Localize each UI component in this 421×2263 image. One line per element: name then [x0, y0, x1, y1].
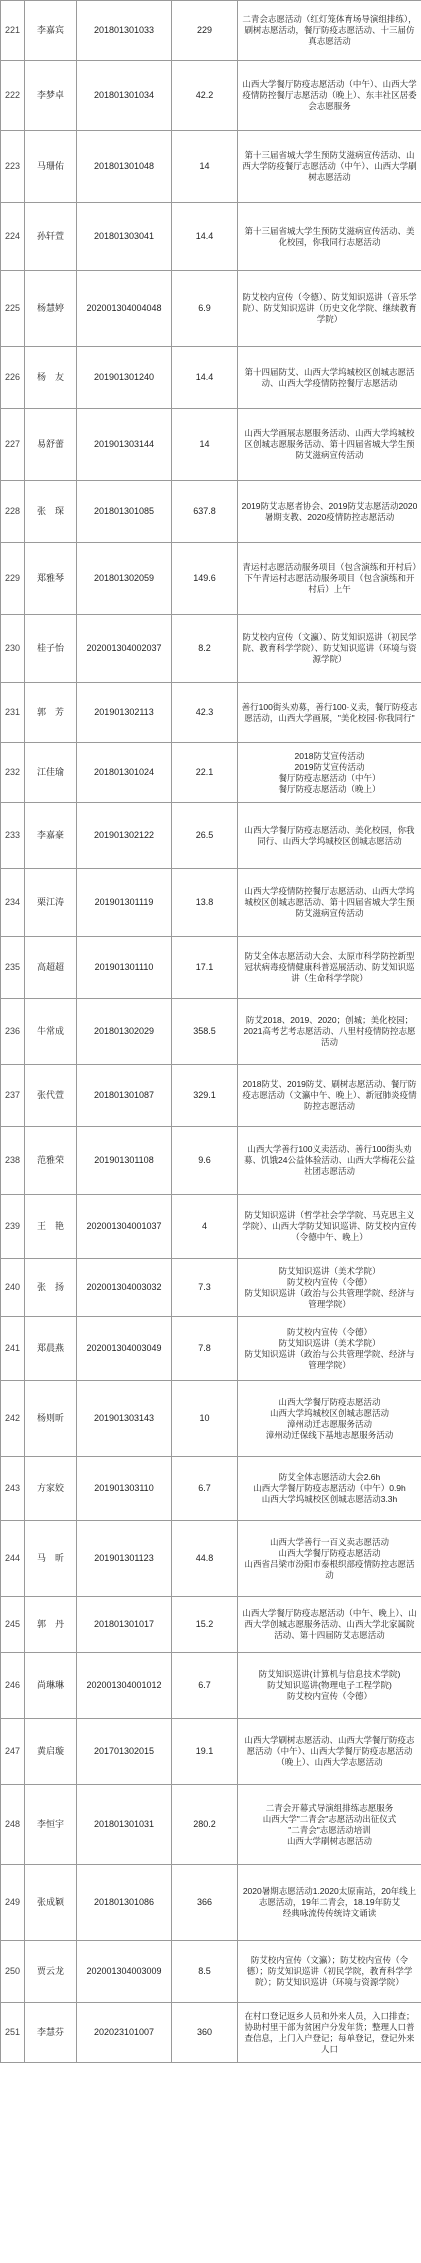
table-row — [1, 347, 421, 409]
student-name: 杨则昕 — [25, 1381, 77, 1457]
row-number: 233 — [1, 803, 25, 869]
table-row — [1, 615, 421, 683]
student-id: 202001304003032 — [77, 1259, 172, 1317]
row-number: 244 — [1, 1521, 25, 1597]
activity-description: 防艾知识巡讲（哲学社会学学院、马克思主义学院）、山西大学防艾知识巡讲、防艾校内宣传（令德中午、晚上） — [238, 1195, 421, 1259]
row-number: 234 — [1, 869, 25, 937]
table-row — [1, 1941, 421, 2003]
row-number: 243 — [1, 1457, 25, 1521]
student-name: 栗江涛 — [25, 869, 77, 937]
row-number: 247 — [1, 1719, 25, 1785]
student-name: 杨慧婷 — [25, 271, 77, 347]
student-name: 牛常成 — [25, 999, 77, 1065]
table-row — [1, 1785, 421, 1865]
activity-description: 山西大学画展志愿服务活动、山西大学坞城校区创城志愿服务活动、第十四届省城大学生预防艾滋病宣传活动 — [238, 409, 421, 481]
student-id: 201701302015 — [77, 1719, 172, 1785]
activity-description: 2018防艾宣传活动 2019防艾宣传活动 餐厅防疫志愿活动（中午） 餐厅防疫志愿活动（晚上） — [238, 743, 421, 803]
activity-description: 山西大学刷树志愿活动、山西大学餐厅防疫志愿活动（中午）、山西大学餐厅防疫志愿活动（晚上）、山西大学志愿活动 — [238, 1719, 421, 1785]
volunteer-hours: 6.7 — [172, 1457, 238, 1521]
student-name: 郑晨燕 — [25, 1317, 77, 1381]
row-number: 230 — [1, 615, 25, 683]
student-id: 201801302059 — [77, 543, 172, 615]
volunteer-hours: 229 — [172, 1, 238, 61]
student-name: 杨 友 — [25, 347, 77, 409]
activity-description: 山西大学餐厅防疫志愿活动（中午、晚上）、山西大学创城志愿服务活动、山西大学北家属院活动、第十四届防艾志愿活动 — [238, 1597, 421, 1653]
activity-description: 2018防艾、2019防艾、刷树志愿活动、餐厅防疫志愿活动（文瀛中午、晚上）、新冠肺炎疫情防控志愿活动 — [238, 1065, 421, 1127]
table-row — [1, 1195, 421, 1259]
student-id: 201801301031 — [77, 1785, 172, 1865]
student-name: 贾云龙 — [25, 1941, 77, 2003]
row-number: 242 — [1, 1381, 25, 1457]
student-name: 马珊佑 — [25, 131, 77, 203]
table-row — [1, 937, 421, 999]
volunteer-table-body — [1, 1, 421, 2063]
student-name: 郑雅琴 — [25, 543, 77, 615]
activity-description: 防艾校内宣传（令德）、防艾知识巡讲（音乐学院）、防艾知识巡讲（历史文化学院、继续教育学院） — [238, 271, 421, 347]
row-number: 223 — [1, 131, 25, 203]
student-id: 201801301048 — [77, 131, 172, 203]
student-name: 高超超 — [25, 937, 77, 999]
volunteer-hours: 14 — [172, 131, 238, 203]
row-number: 238 — [1, 1127, 25, 1195]
table-row — [1, 743, 421, 803]
table-row — [1, 1719, 421, 1785]
activity-description: 二青会志愿活动（红灯笼体育场导演组排练），刷树志愿活动，餐厅防疫志愿活动、十三届仿真志愿活动 — [238, 1, 421, 61]
student-id: 201901301110 — [77, 937, 172, 999]
student-id: 201801301024 — [77, 743, 172, 803]
table-row — [1, 409, 421, 481]
volunteer-hours: 10 — [172, 1381, 238, 1457]
student-id: 202001304001012 — [77, 1653, 172, 1719]
student-id: 201901302113 — [77, 683, 172, 743]
student-name: 张成颖 — [25, 1865, 77, 1941]
student-id: 201901301108 — [77, 1127, 172, 1195]
table-row — [1, 1653, 421, 1719]
row-number: 250 — [1, 1941, 25, 2003]
volunteer-hours: 42.2 — [172, 61, 238, 131]
student-name: 李嘉豪 — [25, 803, 77, 869]
volunteer-hours: 7.3 — [172, 1259, 238, 1317]
volunteer-hours: 15.2 — [172, 1597, 238, 1653]
student-id: 201801302029 — [77, 999, 172, 1065]
row-number: 245 — [1, 1597, 25, 1653]
volunteer-hours: 358.5 — [172, 999, 238, 1065]
row-number: 241 — [1, 1317, 25, 1381]
volunteer-hours: 13.8 — [172, 869, 238, 937]
student-id: 201801301033 — [77, 1, 172, 61]
student-id: 201901303144 — [77, 409, 172, 481]
activity-description: 第十三届省城大学生预防艾滋病宣传活动、山西大学防疫餐厅志愿活动（中午）、山西大学刷树志愿活动 — [238, 131, 421, 203]
activity-description: 山西大学善行100义卖活动、善行100街头劝募、饥饿24公益体验活动、山西大学梅花公益社团志愿活动 — [238, 1127, 421, 1195]
student-id: 201901301240 — [77, 347, 172, 409]
volunteer-hours: 14 — [172, 409, 238, 481]
volunteer-hours: 6.7 — [172, 1653, 238, 1719]
table-row — [1, 1, 421, 61]
row-number: 239 — [1, 1195, 25, 1259]
student-id: 201901301123 — [77, 1521, 172, 1597]
table-row — [1, 1317, 421, 1381]
volunteer-hours: 19.1 — [172, 1719, 238, 1785]
student-id: 202001304002037 — [77, 615, 172, 683]
table-row — [1, 803, 421, 869]
table-row — [1, 2003, 421, 2063]
volunteer-hours: 329.1 — [172, 1065, 238, 1127]
row-number: 251 — [1, 2003, 25, 2063]
activity-description: 防艾知识巡讲（美术学院） 防艾校内宣传（令德） 防艾知识巡讲（政治与公共管理学院、经济与管理学院） — [238, 1259, 421, 1317]
activity-description: 防艾校内宣传（令德） 防艾知识巡讲（美术学院） 防艾知识巡讲（政治与公共管理学院、经济与管理学院） — [238, 1317, 421, 1381]
volunteer-hours: 44.8 — [172, 1521, 238, 1597]
table-row — [1, 869, 421, 937]
activity-description: 善行100街头劝募，善行100·义卖，餐厅防疫志愿活动，山西大学画展，"美化校园·你我同行" — [238, 683, 421, 743]
activity-description: 2019防艾志愿者协会、2019防艾志愿活动2020暑期支教、2020疫情防控志愿活动 — [238, 481, 421, 543]
volunteer-hours: 14.4 — [172, 347, 238, 409]
student-id: 201801301085 — [77, 481, 172, 543]
table-row — [1, 1259, 421, 1317]
activity-description: 防艾全体志愿活动大会、太原市科学防控新型冠状病毒疫情健康科普巡展活动、防艾知识巡讲（生命科学学院） — [238, 937, 421, 999]
activity-description: 山西大学善行一百义卖志愿活动 山西大学餐厅防疫志愿活动 山西省吕梁市汾阳市泰根织部疫情防控志愿活动 — [238, 1521, 421, 1597]
activity-description: 防艾校内宣传（文瀛）、防艾知识巡讲（初民学院、教育科学学院）、防艾知识巡讲（环境与资源学院） — [238, 615, 421, 683]
row-number: 240 — [1, 1259, 25, 1317]
student-name: 桂子怡 — [25, 615, 77, 683]
student-id: 201801301017 — [77, 1597, 172, 1653]
volunteer-hours: 280.2 — [172, 1785, 238, 1865]
table-row — [1, 1521, 421, 1597]
row-number: 225 — [1, 271, 25, 347]
activity-description: 山西大学餐厅防疫志愿活动（中午）、山西大学疫情防控餐厅志愿活动（晚上）、东丰社区居委会志愿服务 — [238, 61, 421, 131]
activity-description: 防艾校内宣传（文瀛）；防艾校内宣传（令德）；防艾知识巡讲（初民学院，教育科学学院）；防艾知识巡讲（环境与资源学院） — [238, 1941, 421, 2003]
row-number: 236 — [1, 999, 25, 1065]
student-id: 202001304001037 — [77, 1195, 172, 1259]
student-name: 李恒宇 — [25, 1785, 77, 1865]
student-id: 202001304003049 — [77, 1317, 172, 1381]
student-name: 张 琛 — [25, 481, 77, 543]
row-number: 229 — [1, 543, 25, 615]
volunteer-hours: 149.6 — [172, 543, 238, 615]
table-row — [1, 61, 421, 131]
student-name: 李嘉宾 — [25, 1, 77, 61]
student-name: 易舒蕾 — [25, 409, 77, 481]
table-row — [1, 1865, 421, 1941]
activity-description: 防艾知识巡讲(计算机与信息技术学院) 防艾知识巡讲(物理电子工程学院) 防艾校内宣传（令德） — [238, 1653, 421, 1719]
volunteer-hours: 22.1 — [172, 743, 238, 803]
student-id: 202001304004048 — [77, 271, 172, 347]
student-name: 郭 丹 — [25, 1597, 77, 1653]
row-number: 228 — [1, 481, 25, 543]
activity-description: 青运村志愿活动服务项目（包含演练和开村后）下午青运村志愿活动服务项目（包含演练和开村后）上午 — [238, 543, 421, 615]
student-name: 郭 芳 — [25, 683, 77, 743]
table-row — [1, 683, 421, 743]
table-row — [1, 1381, 421, 1457]
row-number: 231 — [1, 683, 25, 743]
student-name: 方家姣 — [25, 1457, 77, 1521]
volunteer-hours: 4 — [172, 1195, 238, 1259]
activity-description: 第十三届省城大学生预防艾滋病宣传活动、美化校园，你我同行志愿活动 — [238, 203, 421, 271]
student-id: 201801301034 — [77, 61, 172, 131]
volunteer-hours: 17.1 — [172, 937, 238, 999]
student-name: 王 艳 — [25, 1195, 77, 1259]
activity-description: 第十四届防艾、山西大学坞城校区创城志愿活动、山西大学疫情防控餐厅志愿活动 — [238, 347, 421, 409]
row-number: 224 — [1, 203, 25, 271]
row-number: 248 — [1, 1785, 25, 1865]
activity-description: 防艾全体志愿活动大会2.6h 山西大学餐厅防疫志愿活动（中午）0.9h 山西大学坞城校区创城志愿活动3.3h — [238, 1457, 421, 1521]
student-id: 201901302122 — [77, 803, 172, 869]
activity-description: 2020暑期志愿活动1.2020太原南站，20年线上志愿活动，19年二青会，18.19年防艾 经典咏流传传统诗文诵读 — [238, 1865, 421, 1941]
student-id: 202023101007 — [77, 2003, 172, 2063]
table-row — [1, 999, 421, 1065]
row-number: 235 — [1, 937, 25, 999]
student-id: 201901301119 — [77, 869, 172, 937]
table-row — [1, 1127, 421, 1195]
student-id: 202001304003009 — [77, 1941, 172, 2003]
row-number: 232 — [1, 743, 25, 803]
volunteer-hours: 6.9 — [172, 271, 238, 347]
row-number: 249 — [1, 1865, 25, 1941]
table-row — [1, 543, 421, 615]
volunteer-hours: 42.3 — [172, 683, 238, 743]
table-row — [1, 203, 421, 271]
student-name: 李慧芬 — [25, 2003, 77, 2063]
row-number: 222 — [1, 61, 25, 131]
student-name: 孙轩萱 — [25, 203, 77, 271]
activity-description: 山西大学餐厅防疫志愿活动 山西大学坞城校区创城志愿活动 漳州动迁志愿服务活动 漳州动迁保线下基地志愿服务活动 — [238, 1381, 421, 1457]
student-name: 马 昕 — [25, 1521, 77, 1597]
activity-description: 二青会开幕式导演组排练志愿服务 山西大学"二青会"志愿活动出征仪式 "二青会"志愿活动培训 山西大学刷树志愿活动 — [238, 1785, 421, 1865]
student-name: 张代萱 — [25, 1065, 77, 1127]
volunteer-hours: 9.6 — [172, 1127, 238, 1195]
table-row — [1, 271, 421, 347]
volunteer-hours: 366 — [172, 1865, 238, 1941]
volunteer-hours: 637.8 — [172, 481, 238, 543]
activity-description: 在村口登记返乡人员和外来人员，入口排查；协助村里干部为贫困户分发年货；整理人口普查信息，上门入户登记；每单登记，登记外来人口 — [238, 2003, 421, 2063]
student-name: 尚琳琳 — [25, 1653, 77, 1719]
volunteer-hours: 7.8 — [172, 1317, 238, 1381]
student-name: 黄启璇 — [25, 1719, 77, 1785]
activity-description: 山西大学餐厅防疫志愿活动、美化校园，你我同行、山西大学坞城校区创城志愿活动 — [238, 803, 421, 869]
student-name: 李梦卓 — [25, 61, 77, 131]
table-row — [1, 481, 421, 543]
row-number: 227 — [1, 409, 25, 481]
student-id: 201801303041 — [77, 203, 172, 271]
volunteer-hours: 14.4 — [172, 203, 238, 271]
volunteer-hours: 26.5 — [172, 803, 238, 869]
row-number: 246 — [1, 1653, 25, 1719]
table-row — [1, 131, 421, 203]
row-number: 237 — [1, 1065, 25, 1127]
volunteer-hours: 8.5 — [172, 1941, 238, 2003]
table-row — [1, 1457, 421, 1521]
row-number: 221 — [1, 1, 25, 61]
student-name: 范雅荣 — [25, 1127, 77, 1195]
student-id: 201901303110 — [77, 1457, 172, 1521]
activity-description: 防艾2018、2019、2020；创城；美化校园；2021高考艺考志愿活动、八里村疫情防控志愿活动 — [238, 999, 421, 1065]
student-name: 江佳瑜 — [25, 743, 77, 803]
student-id: 201801301087 — [77, 1065, 172, 1127]
activity-description: 山西大学疫情防控餐厅志愿活动、山西大学坞城校区创城志愿活动、第十四届省城大学生预防艾滋病宣传活动 — [238, 869, 421, 937]
table-row — [1, 1065, 421, 1127]
volunteer-hours: 360 — [172, 2003, 238, 2063]
student-id: 201801301086 — [77, 1865, 172, 1941]
table-row — [1, 1597, 421, 1653]
volunteer-hours: 8.2 — [172, 615, 238, 683]
student-name: 张 扬 — [25, 1259, 77, 1317]
row-number: 226 — [1, 347, 25, 409]
student-id: 201901303143 — [77, 1381, 172, 1457]
